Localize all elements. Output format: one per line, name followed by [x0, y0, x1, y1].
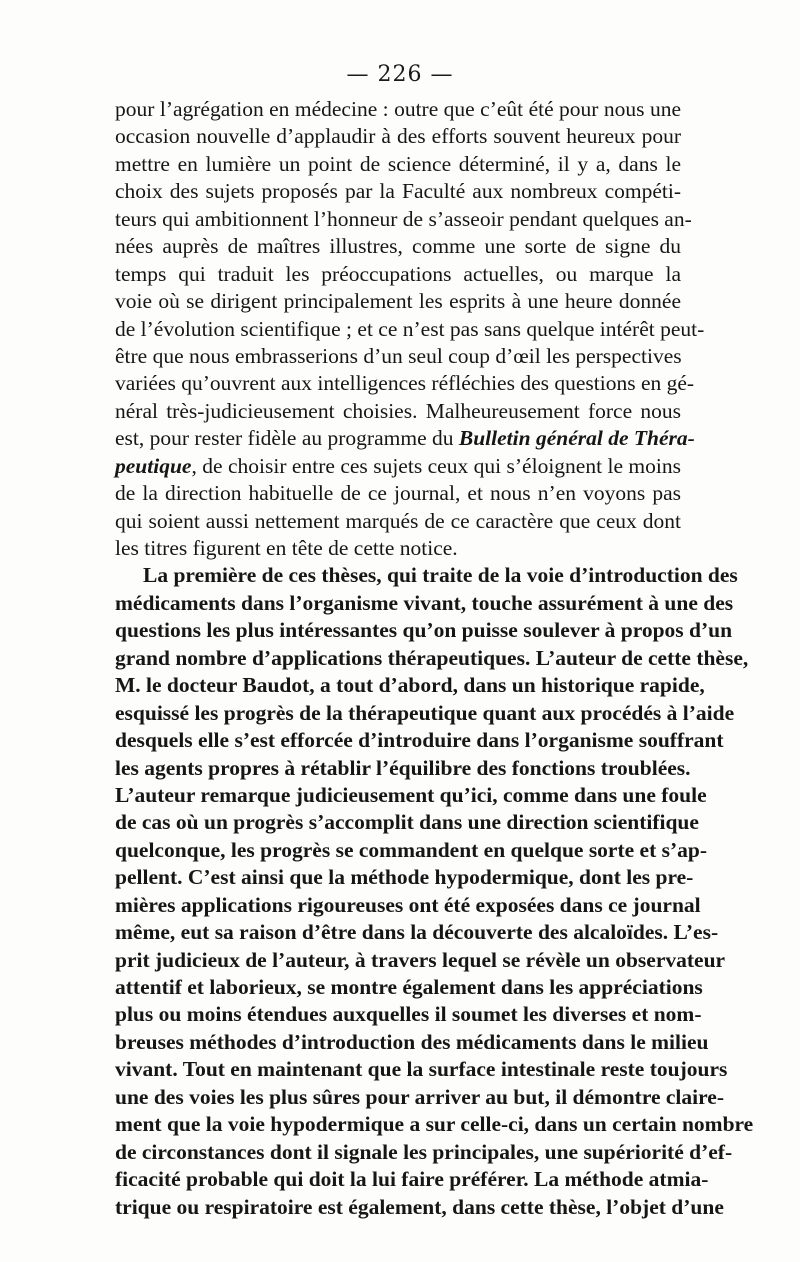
- page-number: — 226 —: [346, 62, 454, 87]
- text-line-with-title: [115, 453, 681, 480]
- text-line: plus ou moins étendues auxquelles il soumet les diverses et nom-: [115, 1002, 702, 1027]
- text-line: de l’évolution scientifique ; et ce n’est pas sans quelque intérêt peut-: [115, 316, 705, 341]
- text-line: mettre en lumière un point de science déterminé, il y a, dans le: [115, 151, 681, 176]
- journal-title-continued: peutique: [115, 453, 192, 478]
- text-line: variées qu’ouvrent aux intelligences réfléchies des questions en gé-: [115, 371, 695, 396]
- text-line: quelconque, les progrès se commandent en quelque sorte et s’ap-: [115, 837, 708, 862]
- text-line: de circonstances dont il signale les principales, une supériorité d’ef-: [115, 1139, 733, 1164]
- text-line: L’auteur remarque judicieusement qu’ici, comme dans une foule: [115, 782, 707, 807]
- text-line: trique ou respiratoire est également, dans cette thèse, l’objet d’une: [115, 1194, 724, 1219]
- text-segment: est, pour rester fidèle au programme du: [115, 426, 459, 451]
- text-line: même, eut sa raison d’être dans la découverte des alcaloïdes. L’es-: [115, 920, 719, 945]
- text-line: mières applications rigoureuses ont été exposées dans ce journal: [115, 892, 701, 917]
- text-line: de cas où un progrès s’accomplit dans une direction scientifique: [115, 810, 699, 835]
- text-line: grand nombre d’applications thérapeutiques. L’auteur de cette thèse,: [115, 645, 749, 670]
- text-line: ficacité probable qui doit la lui faire préférer. La méthode atmia-: [115, 1167, 709, 1192]
- text-line: attentif et laborieux, se montre également dans les appréciations: [115, 975, 703, 999]
- text-line: temps qui traduit les préoccupations actuelles, ou marque la: [115, 261, 681, 286]
- journal-title: Bulletin général de Théra-: [458, 426, 695, 451]
- text-line: prit judicieux de l’auteur, à travers lequel se révèle un observateur: [115, 947, 726, 972]
- text-line: médicaments dans l’organisme vivant, touche assurément à une des: [115, 590, 734, 615]
- text-line: ment que la voie hypodermique a sur celle-ci, dans un certain nombre: [115, 1112, 754, 1137]
- text-line: questions les plus intéressantes qu’on puisse soulever à propos d’un: [115, 618, 733, 643]
- body-text: [115, 96, 754, 1221]
- text-line: teurs qui ambitionnent l’honneur de s’asseoir pendant quelques an-: [115, 206, 692, 231]
- text-line: de la direction habituelle de ce journal, et nous n’en voyons pas: [115, 481, 681, 506]
- text-line: pour l’agrégation en médecine : outre que c’eût été pour nous une: [115, 97, 681, 121]
- text-line: les titres figurent en tête de cette notice.: [115, 536, 458, 560]
- text-line: esquissé les progrès de la thérapeutique quant aux procédés à l’aide: [115, 700, 735, 725]
- text-line: voie où se dirigent principalement les esprits à une heure donnée: [115, 289, 681, 314]
- text-line: être que nous embrasserions d’un seul coup d’œil les perspectives: [115, 343, 682, 368]
- text-line: vivant. Tout en maintenant que la surface intestinale reste toujours: [115, 1057, 728, 1082]
- text-line: desquels elle s’est efforcée d’introduire dans l’organisme souffrant: [115, 728, 724, 753]
- text-segment: , de choisir entre ces sujets ceux qui s’éloignent le moins: [191, 453, 681, 478]
- text-line: pellent. C’est ainsi que la méthode hypodermique, dont les pre-: [115, 865, 694, 890]
- text-line: les agents propres à rétablir l’équilibre des fonctions troublées.: [115, 755, 691, 780]
- text-line: une des voies les plus sûres pour arriver au but, il démontre claire-: [115, 1084, 724, 1109]
- text-line: qui soient aussi nettement marqués de ce caractère que ceux dont: [115, 508, 681, 533]
- text-line: breuses méthodes d’introduction des médicaments dans le milieu: [115, 1029, 709, 1054]
- text-line: néral très-judicieusement choisies. Malheureusement force nous: [115, 398, 681, 423]
- text-line-with-title: [115, 425, 695, 452]
- text-line: choix des sujets proposés par la Faculté aux nombreux compéti-: [115, 179, 681, 204]
- paragraph-start-line: La première de ces thèses, qui traite de la voie d’introduction des: [143, 563, 738, 588]
- text-line: nées auprès de maîtres illustres, comme une sorte de signe du: [115, 234, 681, 259]
- text-line: M. le docteur Baudot, a tout d’abord, dans un historique rapide,: [115, 673, 705, 698]
- text-line: occasion nouvelle d’applaudir à des efforts souvent heureux pour: [115, 124, 681, 149]
